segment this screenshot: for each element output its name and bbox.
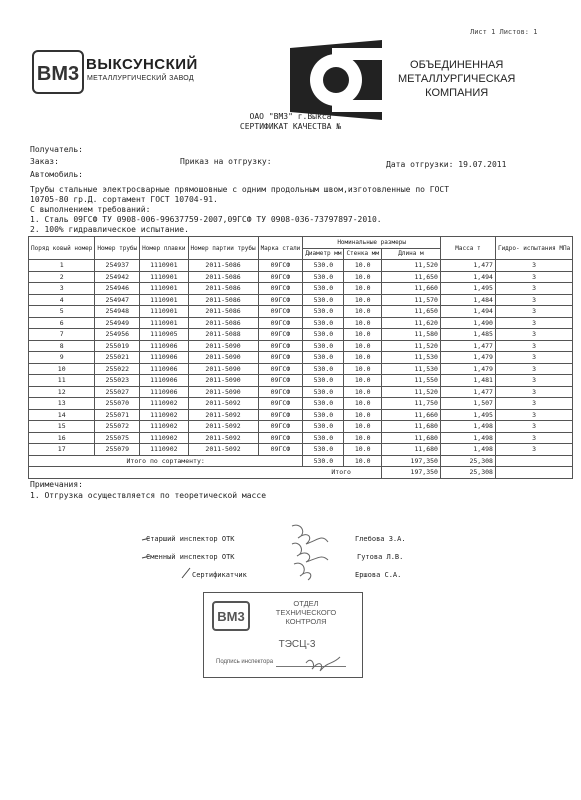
table-cell-pipe: 254937: [95, 260, 140, 272]
table-cell-w: 10.0: [344, 294, 382, 306]
omk-name-line3: КОМПАНИЯ: [425, 87, 489, 99]
table-cell-hyd: 3: [495, 317, 572, 329]
table-cell-batch: 2011-5092: [188, 432, 258, 444]
table-cell-n: 12: [29, 386, 95, 398]
table-cell-len: 11,660: [381, 283, 440, 295]
table-cell-d: 530.0: [303, 421, 344, 433]
table-row: [29, 444, 573, 456]
table-cell-n: 2: [29, 271, 95, 283]
table-cell-mass: 1,490: [440, 317, 495, 329]
table-cell-heat: 1110906: [140, 352, 188, 364]
table-cell-hyd: 3: [495, 386, 572, 398]
notes-line: 1. Отгрузка осуществляется по теоретической массе: [30, 491, 267, 500]
table-row: [29, 363, 573, 375]
company-line: ОАО "ВМЗ" г.Выкса: [249, 112, 332, 121]
table-row: [29, 421, 573, 433]
description-block: [30, 185, 449, 235]
signature-role: Старший инспектор ОТК: [146, 535, 235, 543]
table-cell-n: 15: [29, 421, 95, 433]
table-cell-hyd: 3: [495, 260, 572, 272]
table-cell-heat: 1110902: [140, 432, 188, 444]
table-cell-d: 530.0: [303, 271, 344, 283]
subtotal-label: Итого по сортаменту:: [29, 455, 303, 467]
table-cell-pipe: 254942: [95, 271, 140, 283]
table-cell-batch: 2011-5086: [188, 306, 258, 318]
subtotal-empty: [495, 455, 572, 467]
total-empty: [495, 467, 572, 479]
table-row: [29, 317, 573, 329]
header-grade: Марка стали: [258, 237, 303, 260]
stamp-signature: [304, 649, 344, 673]
table-cell-pipe: 255021: [95, 352, 140, 364]
header-hydro: Гидро- испытания МПа: [495, 237, 572, 260]
table-row: [29, 340, 573, 352]
table-cell-pipe: 254949: [95, 317, 140, 329]
table-cell-w: 10.0: [344, 317, 382, 329]
description-line: С выполнением требований:: [30, 205, 151, 214]
table-cell-w: 10.0: [344, 432, 382, 444]
table-cell-batch: 2011-5092: [188, 421, 258, 433]
table-cell-d: 530.0: [303, 375, 344, 387]
description-line: 10705-80 гр.Д. сортамент ГОСТ 10704-91.: [30, 195, 218, 204]
table-cell-grade: 09ГСФ: [258, 271, 303, 283]
stamp-line: ТЕХНИЧЕСКОГО: [275, 608, 337, 617]
table-cell-len: 11,750: [381, 398, 440, 410]
table-row: [29, 271, 573, 283]
table-cell-mass: 1,498: [440, 444, 495, 456]
table-cell-n: 8: [29, 340, 95, 352]
table-cell-len: 11,550: [381, 375, 440, 387]
table-cell-grade: 09ГСФ: [258, 317, 303, 329]
stamp-sign-label: Подпись инспектора: [216, 659, 274, 665]
table-cell-heat: 1110901: [140, 317, 188, 329]
table-cell-n: 13: [29, 398, 95, 410]
header-num: Поряд ковый номер: [29, 237, 95, 260]
handwritten-signatures: [132, 520, 352, 600]
total-mass: 25,308: [440, 467, 495, 479]
table-cell-len: 11,530: [381, 363, 440, 375]
table-cell-pipe: 254946: [95, 283, 140, 295]
table-cell-heat: 1110901: [140, 260, 188, 272]
table-row: [29, 409, 573, 421]
table-cell-batch: 2011-5090: [188, 352, 258, 364]
table-cell-n: 1: [29, 260, 95, 272]
omk-name-line1: ОБЪЕДИНЕННАЯ: [410, 59, 504, 71]
table-cell-n: 9: [29, 352, 95, 364]
subtotal-length: 197,350: [381, 455, 440, 467]
table-cell-hyd: 3: [495, 329, 572, 341]
table-cell-batch: 2011-5092: [188, 398, 258, 410]
signature-name: Ершова С.А.: [355, 571, 402, 579]
table-cell-pipe: 255075: [95, 432, 140, 444]
table-cell-grade: 09ГСФ: [258, 432, 303, 444]
table-cell-pipe: 254947: [95, 294, 140, 306]
table-cell-hyd: 3: [495, 271, 572, 283]
table-cell-len: 11,680: [381, 432, 440, 444]
table-cell-pipe: 255072: [95, 421, 140, 433]
table-cell-hyd: 3: [495, 340, 572, 352]
table-cell-grade: 09ГСФ: [258, 260, 303, 272]
table-cell-heat: 1110906: [140, 363, 188, 375]
table-cell-w: 10.0: [344, 340, 382, 352]
table-cell-mass: 1,495: [440, 283, 495, 295]
omk-company-name: [398, 58, 515, 100]
table-row: [29, 375, 573, 387]
description-line: Трубы стальные электросварные прямошовные с одним продольным швом,изготовленные по ГОСТ: [30, 185, 450, 194]
table-cell-grade: 09ГСФ: [258, 375, 303, 387]
table-cell-batch: 2011-5092: [188, 444, 258, 456]
table-cell-d: 530.0: [303, 294, 344, 306]
table-cell-w: 10.0: [344, 444, 382, 456]
otk-stamp: [203, 592, 363, 678]
table-cell-mass: 1,494: [440, 271, 495, 283]
table-cell-n: 16: [29, 432, 95, 444]
table-cell-heat: 1110906: [140, 375, 188, 387]
table-cell-d: 530.0: [303, 306, 344, 318]
table-cell-pipe: 255023: [95, 375, 140, 387]
table-cell-len: 11,580: [381, 329, 440, 341]
table-cell-pipe: 255019: [95, 340, 140, 352]
table-cell-mass: 1,507: [440, 398, 495, 410]
table-cell-heat: 1110902: [140, 421, 188, 433]
ship-date-field: Дата отгрузки: 19.07.2011: [386, 160, 507, 169]
header-mass: Масса т: [440, 237, 495, 260]
table-cell-pipe: 255079: [95, 444, 140, 456]
total-row: [29, 467, 573, 479]
table-cell-d: 530.0: [303, 398, 344, 410]
header-diameter: Диаметр мм: [303, 248, 344, 260]
table-cell-hyd: 3: [495, 398, 572, 410]
table-cell-mass: 1,477: [440, 340, 495, 352]
vehicle-field: Автомобиль:: [30, 170, 83, 179]
table-cell-mass: 1,498: [440, 432, 495, 444]
total-length: 197,350: [381, 467, 440, 479]
table-cell-n: 11: [29, 375, 95, 387]
table-cell-d: 530.0: [303, 329, 344, 341]
header-pipe: Номер трубы: [95, 237, 140, 260]
table-cell-hyd: 3: [495, 375, 572, 387]
table-cell-batch: 2011-5086: [188, 317, 258, 329]
table-cell-w: 10.0: [344, 409, 382, 421]
table-cell-len: 11,520: [381, 340, 440, 352]
header-batch: Номер партии трубы: [188, 237, 258, 260]
table-cell-hyd: 3: [495, 294, 572, 306]
table-cell-mass: 1,477: [440, 260, 495, 272]
header-heat: Номер плавки: [140, 237, 188, 260]
table-cell-batch: 2011-5086: [188, 271, 258, 283]
table-cell-batch: 2011-5090: [188, 363, 258, 375]
table-cell-n: 5: [29, 306, 95, 318]
table-cell-n: 3: [29, 283, 95, 295]
table-cell-mass: 1,477: [440, 386, 495, 398]
omk-name-line2: МЕТАЛЛУРГИЧЕСКАЯ: [398, 73, 516, 85]
table-cell-grade: 09ГСФ: [258, 294, 303, 306]
stamp-line: КОНТРОЛЯ: [285, 617, 327, 626]
table-cell-mass: 1,479: [440, 363, 495, 375]
table-cell-heat: 1110902: [140, 444, 188, 456]
table-cell-len: 11,680: [381, 421, 440, 433]
table-cell-hyd: 3: [495, 283, 572, 295]
table-cell-mass: 1,498: [440, 421, 495, 433]
table-cell-d: 530.0: [303, 260, 344, 272]
table-cell-hyd: 3: [495, 409, 572, 421]
vmz-company-subtitle: МЕТАЛЛУРГИЧЕСКИЙ ЗАВОД: [87, 75, 194, 82]
table-cell-heat: 1110905: [140, 329, 188, 341]
total-label: Итого: [29, 467, 382, 479]
table-cell-d: 530.0: [303, 352, 344, 364]
table-cell-d: 530.0: [303, 409, 344, 421]
table-cell-w: 10.0: [344, 306, 382, 318]
stamp-line: ОТДЕЛ: [293, 599, 319, 608]
table-cell-len: 11,680: [381, 444, 440, 456]
table-cell-grade: 09ГСФ: [258, 340, 303, 352]
table-cell-heat: 1110901: [140, 283, 188, 295]
table-cell-n: 17: [29, 444, 95, 456]
sheet-counter: Лист 1 Листов: 1: [470, 28, 538, 36]
table-cell-batch: 2011-5086: [188, 283, 258, 295]
table-cell-d: 530.0: [303, 386, 344, 398]
table-cell-len: 11,530: [381, 352, 440, 364]
table-cell-d: 530.0: [303, 363, 344, 375]
shipment-order-field: Приказ на отгрузку:: [180, 157, 272, 166]
vmz-company-name: ВЫКСУНСКИЙ: [86, 56, 198, 73]
table-cell-d: 530.0: [303, 317, 344, 329]
table-cell-batch: 2011-5088: [188, 329, 258, 341]
table-cell-grade: 09ГСФ: [258, 386, 303, 398]
table-cell-mass: 1,484: [440, 294, 495, 306]
table-cell-n: 6: [29, 317, 95, 329]
table-cell-w: 10.0: [344, 421, 382, 433]
table-cell-grade: 09ГСФ: [258, 409, 303, 421]
stamp-emblem-icon: [212, 601, 250, 631]
signature-name: Глебова З.А.: [355, 535, 406, 543]
table-cell-heat: 1110906: [140, 386, 188, 398]
table-cell-heat: 1110901: [140, 294, 188, 306]
stamp-code: ТЭСЦ-3: [278, 639, 316, 650]
table-cell-w: 10.0: [344, 386, 382, 398]
table-cell-mass: 1,479: [440, 352, 495, 364]
table-cell-hyd: 3: [495, 306, 572, 318]
table-cell-grade: 09ГСФ: [258, 444, 303, 456]
vmz-emblem-icon: [32, 50, 84, 94]
svg-text:BM3: BM3: [217, 609, 245, 624]
table-cell-batch: 2011-5086: [188, 260, 258, 272]
table-cell-d: 530.0: [303, 432, 344, 444]
table-cell-batch: 2011-5090: [188, 375, 258, 387]
certificate-title: СЕРТИФИКАТ КАЧЕСТВА №: [239, 122, 342, 131]
table-cell-heat: 1110902: [140, 398, 188, 410]
table-cell-mass: 1,495: [440, 409, 495, 421]
subtotal-row: [29, 455, 573, 467]
table-cell-w: 10.0: [344, 260, 382, 272]
signature-role: Сменный инспектор ОТК: [146, 553, 235, 561]
table-cell-heat: 1110901: [140, 271, 188, 283]
table-cell-len: 11,570: [381, 294, 440, 306]
table-cell-hyd: 3: [495, 421, 572, 433]
table-row: [29, 329, 573, 341]
table-cell-n: 7: [29, 329, 95, 341]
subtotal-wall: 10.0: [344, 455, 382, 467]
table-cell-grade: 09ГСФ: [258, 398, 303, 410]
signature-role: Сертификатчик: [192, 571, 247, 579]
table-cell-len: 11,520: [381, 386, 440, 398]
order-field: Заказ:: [30, 157, 59, 166]
table-cell-n: 10: [29, 363, 95, 375]
table-row: [29, 283, 573, 295]
header-length: Длина м: [381, 248, 440, 260]
subtotal-diameter: 530.0: [303, 455, 344, 467]
table-row: [29, 294, 573, 306]
subtotal-mass: 25,308: [440, 455, 495, 467]
table-row: [29, 432, 573, 444]
table-cell-len: 11,520: [381, 260, 440, 272]
header-wall: Стенка мм: [344, 248, 382, 260]
signature-name: Гутова Л.В.: [357, 553, 404, 561]
table-cell-heat: 1110901: [140, 306, 188, 318]
table-cell-pipe: 255027: [95, 386, 140, 398]
table-cell-grade: 09ГСФ: [258, 306, 303, 318]
table-cell-heat: 1110906: [140, 340, 188, 352]
table-cell-d: 530.0: [303, 340, 344, 352]
table-cell-w: 10.0: [344, 398, 382, 410]
table-cell-len: 11,660: [381, 409, 440, 421]
table-cell-w: 10.0: [344, 352, 382, 364]
table-cell-hyd: 3: [495, 352, 572, 364]
table-cell-pipe: 255070: [95, 398, 140, 410]
table-row: [29, 386, 573, 398]
table-cell-mass: 1,485: [440, 329, 495, 341]
table-header-row: [29, 237, 573, 249]
table-cell-len: 11,650: [381, 271, 440, 283]
table-cell-hyd: 3: [495, 444, 572, 456]
table-cell-w: 10.0: [344, 271, 382, 283]
table-cell-len: 11,620: [381, 317, 440, 329]
table-cell-pipe: 255071: [95, 409, 140, 421]
recipient-field: Получатель:: [30, 145, 83, 154]
table-cell-w: 10.0: [344, 363, 382, 375]
table-cell-pipe: 254956: [95, 329, 140, 341]
table-cell-grade: 09ГСФ: [258, 421, 303, 433]
table-cell-len: 11,650: [381, 306, 440, 318]
header-nominal: Номинальные размеры: [303, 237, 441, 249]
table-cell-grade: 09ГСФ: [258, 329, 303, 341]
table-cell-grade: 09ГСФ: [258, 363, 303, 375]
description-line: 1. Сталь 09ГСФ ТУ 0908-006-99637759-2007,09ГСФ ТУ 0908-036-73797897-2010.: [30, 215, 382, 224]
table-cell-grade: 09ГСФ: [258, 352, 303, 364]
table-row: [29, 352, 573, 364]
table-cell-w: 10.0: [344, 329, 382, 341]
table-cell-w: 10.0: [344, 375, 382, 387]
table-cell-batch: 2011-5086: [188, 294, 258, 306]
svg-text:BM3: BM3: [36, 63, 80, 85]
table-cell-hyd: 3: [495, 363, 572, 375]
table-cell-w: 10.0: [344, 283, 382, 295]
table-cell-d: 530.0: [303, 444, 344, 456]
table-cell-heat: 1110902: [140, 409, 188, 421]
table-cell-pipe: 255022: [95, 363, 140, 375]
table-cell-batch: 2011-5090: [188, 340, 258, 352]
table-cell-pipe: 254948: [95, 306, 140, 318]
table-cell-d: 530.0: [303, 283, 344, 295]
table-cell-hyd: 3: [495, 432, 572, 444]
table-cell-n: 14: [29, 409, 95, 421]
certificate-table: [28, 236, 573, 479]
notes-title: Примечания:: [30, 480, 83, 489]
table-cell-batch: 2011-5092: [188, 409, 258, 421]
table-row: [29, 398, 573, 410]
table-cell-mass: 1,481: [440, 375, 495, 387]
table-cell-grade: 09ГСФ: [258, 283, 303, 295]
table-row: [29, 260, 573, 272]
stamp-department: [252, 599, 360, 626]
table-cell-n: 4: [29, 294, 95, 306]
table-row: [29, 306, 573, 318]
table-cell-mass: 1,494: [440, 306, 495, 318]
table-cell-batch: 2011-5090: [188, 386, 258, 398]
description-line: 2. 100% гидравлическое испытание.: [30, 225, 189, 234]
